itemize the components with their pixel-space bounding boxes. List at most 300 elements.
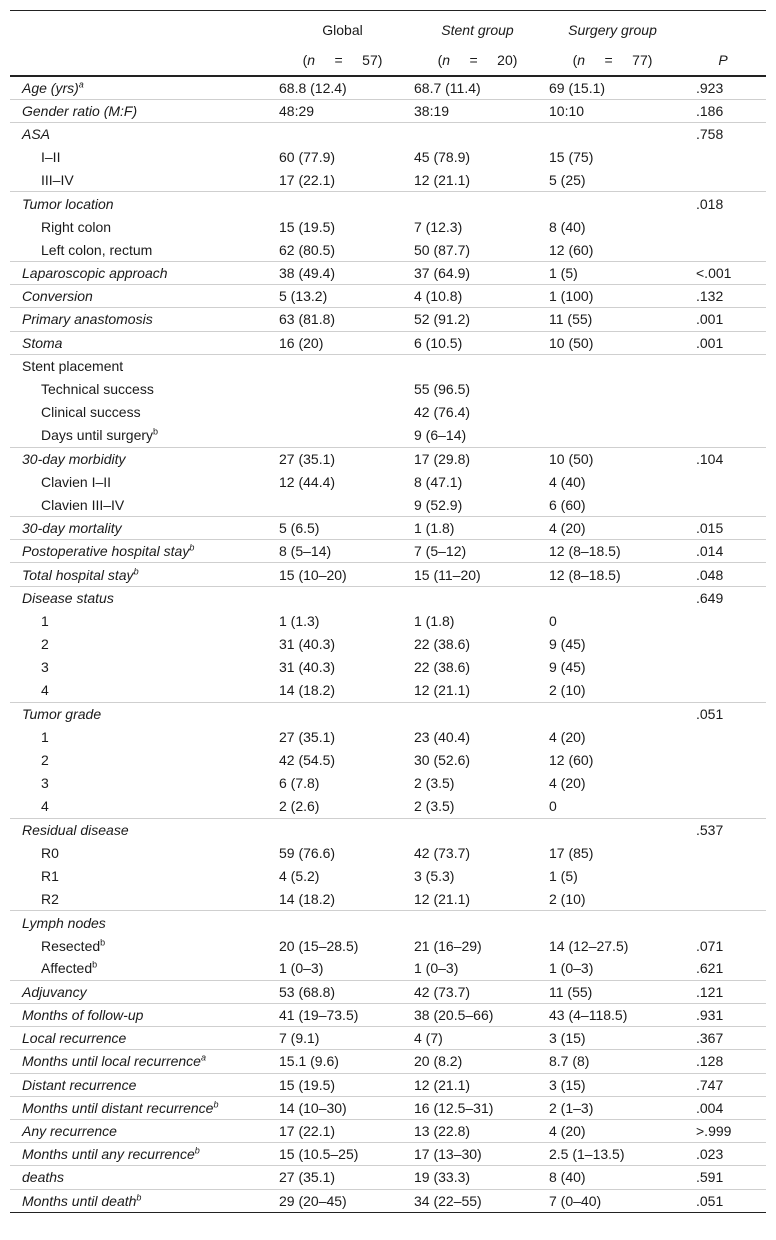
table-row (10, 725, 766, 748)
row-label: Months until distant recurrence (22, 1099, 214, 1116)
row-label-cell (10, 331, 275, 354)
table-row (10, 888, 766, 911)
table-row (10, 447, 766, 470)
value-stent: 12 (21.1) (414, 682, 471, 699)
table-row (10, 702, 766, 725)
value-stent: 42 (76.4) (414, 404, 471, 421)
row-label-cell (10, 702, 275, 725)
table-row (10, 957, 766, 980)
table-row (10, 795, 766, 818)
row-label-cell (10, 841, 275, 864)
n-symbol: n (442, 52, 451, 68)
n-stent-value: 20 (497, 52, 513, 68)
row-label: R2 (41, 890, 59, 907)
header-blank-p (680, 11, 766, 46)
value-surgery: 12 (8–18.5) (545, 540, 680, 563)
value-surgery: 17 (85) (549, 844, 594, 861)
value-global (275, 192, 410, 215)
row-label-cell (10, 1189, 275, 1212)
value-surgery: 3 (15) (545, 1073, 680, 1096)
value-stent: 7 (12.3) (414, 218, 463, 235)
value-p: .014 (680, 540, 766, 563)
row-label: Right colon (41, 218, 112, 235)
row-label: Conversion (22, 288, 93, 305)
row-label: Months until death (22, 1192, 137, 1209)
table-row (10, 679, 766, 702)
value-surgery: 10 (50) (545, 447, 680, 470)
value-stent (410, 586, 545, 609)
row-label: Stent placement (22, 358, 124, 375)
table-row (10, 1050, 766, 1073)
value-stent: 38 (20.5–66) (410, 1004, 545, 1027)
row-label: Clavien III–IV (41, 496, 125, 513)
row-label-cell (10, 470, 275, 493)
value-p (680, 215, 766, 238)
table-row (10, 76, 766, 99)
row-label: Distant recurrence (22, 1076, 137, 1093)
row-label: ASA (22, 126, 51, 143)
value-global: 15 (19.5) (279, 218, 336, 235)
row-label: R1 (41, 867, 59, 884)
value-surgery: 8 (40) (545, 1166, 680, 1189)
value-global (275, 702, 410, 725)
table-row (10, 911, 766, 934)
row-label-cell (10, 377, 275, 400)
value-p: .649 (680, 586, 766, 609)
value-global: 15 (10–20) (275, 563, 410, 586)
row-label: Total hospital stay (22, 566, 134, 583)
row-label: 3 (41, 659, 49, 676)
value-surgery: 2 (1–3) (545, 1096, 680, 1119)
value-surgery (545, 586, 680, 609)
value-p: .018 (680, 192, 766, 215)
value-global: 15 (10.5–25) (275, 1143, 410, 1166)
value-p: .537 (680, 818, 766, 841)
row-label: 4 (41, 682, 49, 699)
row-label: Disease status (22, 589, 114, 606)
value-stent: 52 (91.2) (410, 308, 545, 331)
header-stent-group: Stent group (410, 11, 545, 46)
value-surgery: 1 (5) (549, 867, 578, 884)
header-surgery-group: Surgery group (545, 11, 680, 46)
row-label-cell (10, 424, 275, 447)
value-surgery: 10 (50) (545, 331, 680, 354)
table-row (10, 1189, 766, 1212)
value-p (680, 911, 766, 934)
row-label-cell (10, 795, 275, 818)
value-surgery: 4 (20) (549, 775, 586, 792)
value-stent: 17 (13–30) (410, 1143, 545, 1166)
table-row (10, 401, 766, 424)
table-row (10, 377, 766, 400)
value-surgery: 2.5 (1–13.5) (545, 1143, 680, 1166)
value-p: .931 (680, 1004, 766, 1027)
value-stent: 23 (40.4) (414, 728, 471, 745)
value-p (680, 772, 766, 795)
row-label: Primary anastomosis (22, 311, 153, 328)
row-label: 4 (41, 798, 49, 815)
value-global: 68.8 (12.4) (279, 79, 347, 96)
value-stent: 1 (1.8) (414, 612, 455, 629)
value-surgery (545, 818, 680, 841)
row-label: 30-day morbidity (22, 450, 126, 467)
value-surgery: 15 (75) (549, 149, 594, 166)
row-label-cell (10, 980, 275, 1003)
footnote-marker: a (200, 1052, 206, 1063)
row-label-cell (10, 517, 275, 540)
value-stent: 6 (10.5) (410, 331, 545, 354)
value-surgery (545, 424, 680, 447)
row-label-cell (10, 563, 275, 586)
footnote-marker: b (133, 565, 139, 576)
value-p: .621 (696, 960, 724, 977)
value-stent: 22 (38.6) (414, 636, 471, 653)
value-stent: 9 (52.9) (414, 496, 463, 513)
value-surgery (545, 192, 680, 215)
value-p (680, 888, 766, 911)
value-global: 41 (19–73.5) (275, 1004, 410, 1027)
value-surgery: 9 (45) (549, 636, 586, 653)
row-label-cell (10, 169, 275, 192)
value-surgery (545, 911, 680, 934)
table-row (10, 934, 766, 957)
row-label-cell (10, 609, 275, 632)
row-label-cell (10, 864, 275, 887)
row-label: Any recurrence (22, 1123, 117, 1140)
row-label-cell (10, 540, 275, 563)
value-stent: 1 (1.8) (410, 517, 545, 540)
value-stent: 4 (10.8) (410, 285, 545, 308)
value-surgery: 2 (10) (549, 890, 586, 907)
row-label: Clinical success (41, 404, 141, 421)
value-stent: 45 (78.9) (414, 149, 471, 166)
row-label-cell (10, 354, 275, 377)
row-label-cell (10, 122, 275, 145)
row-label-cell (10, 586, 275, 609)
value-surgery: 4 (20) (545, 517, 680, 540)
row-label-cell (10, 215, 275, 238)
value-surgery: 6 (60) (549, 496, 586, 513)
value-surgery: 9 (45) (549, 659, 586, 676)
value-surgery: 3 (15) (545, 1027, 680, 1050)
value-surgery: 0 (549, 798, 557, 815)
row-label: 1 (41, 612, 49, 629)
value-global (275, 122, 410, 145)
value-p (680, 238, 766, 261)
row-label: Clavien I–II (41, 473, 112, 490)
row-label: R0 (41, 844, 59, 861)
table-row (10, 1166, 766, 1189)
row-label: Left colon, rectum (41, 241, 153, 258)
value-surgery: 43 (4–118.5) (545, 1004, 680, 1027)
value-surgery: 1 (5) (545, 262, 680, 285)
footnote-marker: b (92, 959, 98, 970)
value-p (680, 424, 766, 447)
value-stent: 2 (3.5) (414, 798, 455, 815)
row-label: Age (yrs) (22, 79, 79, 96)
value-global: 31 (40.3) (279, 659, 336, 676)
value-global: 8 (5–14) (275, 540, 410, 563)
value-global: 62 (80.5) (279, 241, 336, 258)
table-row (10, 517, 766, 540)
value-surgery: 4 (20) (545, 1119, 680, 1142)
value-stent (410, 122, 545, 145)
row-label: Tumor grade (22, 705, 102, 722)
value-p (680, 633, 766, 656)
value-surgery: 12 (8–18.5) (545, 563, 680, 586)
value-p: .747 (680, 1073, 766, 1096)
row-label: Tumor location (22, 195, 114, 212)
value-p: .001 (680, 308, 766, 331)
table-row (10, 122, 766, 145)
table-row (10, 99, 766, 122)
table-row (10, 354, 766, 377)
row-label-cell (10, 238, 275, 261)
value-stent: 42 (73.7) (414, 844, 471, 861)
table-row (10, 1119, 766, 1142)
value-global: 29 (20–45) (275, 1189, 410, 1212)
row-label: 30-day mortality (22, 520, 122, 537)
value-stent (410, 911, 545, 934)
value-global (275, 424, 410, 447)
header-n-global: (n = 57) (275, 45, 410, 76)
n-surgery-value: 77 (632, 52, 648, 68)
row-label-cell (10, 1027, 275, 1050)
value-surgery (545, 122, 680, 145)
value-global: 53 (68.8) (275, 980, 410, 1003)
table-row (10, 1027, 766, 1050)
row-label: Local recurrence (22, 1030, 127, 1047)
value-p (680, 864, 766, 887)
row-label-cell (10, 262, 275, 285)
table-row (10, 215, 766, 238)
table-row (10, 748, 766, 771)
row-label: Months of follow-up (22, 1007, 144, 1024)
table-row (10, 980, 766, 1003)
value-stent: 15 (11–20) (410, 563, 545, 586)
value-surgery: 4 (20) (549, 728, 586, 745)
value-stent: 37 (64.9) (410, 262, 545, 285)
row-label-cell (10, 725, 275, 748)
value-p: .001 (680, 331, 766, 354)
value-stent: 21 (16–29) (414, 937, 482, 954)
row-label-cell (10, 1050, 275, 1073)
value-global: 14 (18.2) (279, 682, 336, 699)
table-row (10, 285, 766, 308)
table-row (10, 470, 766, 493)
value-surgery: 69 (15.1) (549, 79, 606, 96)
row-label: I–II (41, 149, 61, 166)
value-stent: 12 (21.1) (414, 890, 471, 907)
table-container (10, 10, 766, 1213)
value-p: >.999 (680, 1119, 766, 1142)
value-surgery: 12 (60) (549, 752, 594, 769)
value-stent (410, 192, 545, 215)
row-label: deaths (22, 1169, 65, 1186)
row-label-cell (10, 888, 275, 911)
value-surgery: 14 (12–27.5) (549, 937, 629, 954)
header-blank-2 (10, 45, 275, 76)
row-label: Lymph nodes (22, 914, 106, 931)
footnote-marker: b (189, 542, 195, 553)
equals-sign: = (469, 52, 478, 68)
value-stent: 22 (38.6) (414, 659, 471, 676)
row-label-cell (10, 1166, 275, 1189)
value-global: 5 (6.5) (275, 517, 410, 540)
value-surgery: 10:10 (545, 99, 680, 122)
table-row (10, 864, 766, 887)
table-row (10, 146, 766, 169)
value-p: .004 (680, 1096, 766, 1119)
value-stent: 3 (5.3) (414, 867, 455, 884)
n-global-value: 57 (362, 52, 378, 68)
value-surgery: 5 (25) (549, 172, 586, 189)
value-stent: 1 (0–3) (414, 960, 459, 977)
value-p (680, 493, 766, 516)
value-global: 15 (19.5) (275, 1073, 410, 1096)
row-label-cell (10, 1143, 275, 1166)
row-label: Stoma (22, 334, 63, 351)
value-p (680, 656, 766, 679)
value-surgery: 12 (60) (549, 241, 594, 258)
value-global: 27 (35.1) (279, 728, 336, 745)
table-row (10, 633, 766, 656)
value-stent: 42 (73.7) (410, 980, 545, 1003)
value-p (680, 725, 766, 748)
row-label-cell (10, 447, 275, 470)
row-label-cell (10, 493, 275, 516)
value-stent: 12 (21.1) (414, 172, 471, 189)
row-label: Resected (41, 937, 101, 954)
value-global: 59 (76.6) (279, 844, 336, 861)
value-global (275, 818, 410, 841)
table-row (10, 841, 766, 864)
table-row (10, 493, 766, 516)
value-p: .132 (680, 285, 766, 308)
row-label-cell (10, 1073, 275, 1096)
value-global: 4 (5.2) (279, 867, 320, 884)
row-label-cell (10, 192, 275, 215)
value-p: .758 (680, 122, 766, 145)
table-bottom-rule (10, 1212, 766, 1213)
row-label-cell (10, 934, 275, 957)
value-stent: 38:19 (410, 99, 545, 122)
n-symbol: n (307, 52, 316, 68)
value-surgery: 7 (0–40) (545, 1189, 680, 1212)
header-n-stent: (n = 20) (410, 45, 545, 76)
value-stent: 13 (22.8) (410, 1119, 545, 1142)
value-stent (410, 818, 545, 841)
value-global: 5 (13.2) (275, 285, 410, 308)
value-surgery (545, 377, 680, 400)
value-stent: 8 (47.1) (414, 473, 463, 490)
value-p: .071 (696, 937, 724, 954)
table-body (10, 76, 766, 1212)
table-row (10, 563, 766, 586)
value-global (275, 586, 410, 609)
value-global: 60 (77.9) (279, 149, 336, 166)
value-global: 17 (22.1) (275, 1119, 410, 1142)
table-row (10, 192, 766, 215)
value-surgery: 8 (40) (549, 218, 586, 235)
row-label: Residual disease (22, 821, 129, 838)
value-stent: 30 (52.6) (414, 752, 471, 769)
value-surgery: 11 (55) (545, 308, 680, 331)
value-stent (410, 702, 545, 725)
value-stent: 17 (29.8) (410, 447, 545, 470)
value-global (275, 493, 410, 516)
value-p: <.001 (680, 262, 766, 285)
row-label-cell (10, 818, 275, 841)
value-p: .367 (680, 1027, 766, 1050)
header-blank (10, 11, 275, 46)
value-p (680, 401, 766, 424)
row-label-cell (10, 1119, 275, 1142)
value-stent: 34 (22–55) (410, 1189, 545, 1212)
value-surgery: 1 (100) (545, 285, 680, 308)
value-p: .048 (680, 563, 766, 586)
value-stent: 7 (5–12) (410, 540, 545, 563)
table-row (10, 609, 766, 632)
value-surgery (545, 354, 680, 377)
table-row (10, 1096, 766, 1119)
value-p (680, 377, 766, 400)
row-label-cell (10, 911, 275, 934)
value-global (275, 377, 410, 400)
value-global: 20 (15–28.5) (279, 937, 359, 954)
row-label-cell (10, 146, 275, 169)
value-global: 38 (49.4) (275, 262, 410, 285)
table-row (10, 586, 766, 609)
value-stent: 20 (8.2) (410, 1050, 545, 1073)
value-p: .591 (680, 1166, 766, 1189)
row-label: Adjuvancy (22, 983, 87, 1000)
value-stent: 2 (3.5) (414, 775, 455, 792)
value-global: 6 (7.8) (279, 775, 320, 792)
table-row (10, 1073, 766, 1096)
value-p: .128 (680, 1050, 766, 1073)
row-label: Affected (41, 960, 93, 977)
n-symbol: n (577, 52, 586, 68)
row-label-cell (10, 76, 275, 99)
row-label: Postoperative hospital stay (22, 543, 190, 560)
table-row (10, 424, 766, 447)
row-label-cell (10, 656, 275, 679)
value-global: 12 (44.4) (279, 473, 336, 490)
row-label: 1 (41, 728, 49, 745)
row-label: III–IV (41, 172, 74, 189)
row-label: 3 (41, 775, 49, 792)
value-p: .015 (680, 517, 766, 540)
value-global: 63 (81.8) (275, 308, 410, 331)
value-surgery: 1 (0–3) (549, 960, 594, 977)
equals-sign: = (604, 52, 613, 68)
row-label: Gender ratio (M:F) (22, 102, 138, 119)
value-stent (410, 354, 545, 377)
row-label-cell (10, 99, 275, 122)
footnote-marker: b (136, 1192, 142, 1203)
row-label-cell (10, 772, 275, 795)
row-label: Technical success (41, 381, 154, 398)
row-label-cell (10, 308, 275, 331)
row-label-cell (10, 285, 275, 308)
value-surgery: 2 (10) (549, 682, 586, 699)
row-label: Months until local recurrence (22, 1053, 201, 1070)
value-p (680, 470, 766, 493)
value-p (680, 679, 766, 702)
value-global: 48:29 (275, 99, 410, 122)
value-global: 1 (0–3) (279, 960, 324, 977)
